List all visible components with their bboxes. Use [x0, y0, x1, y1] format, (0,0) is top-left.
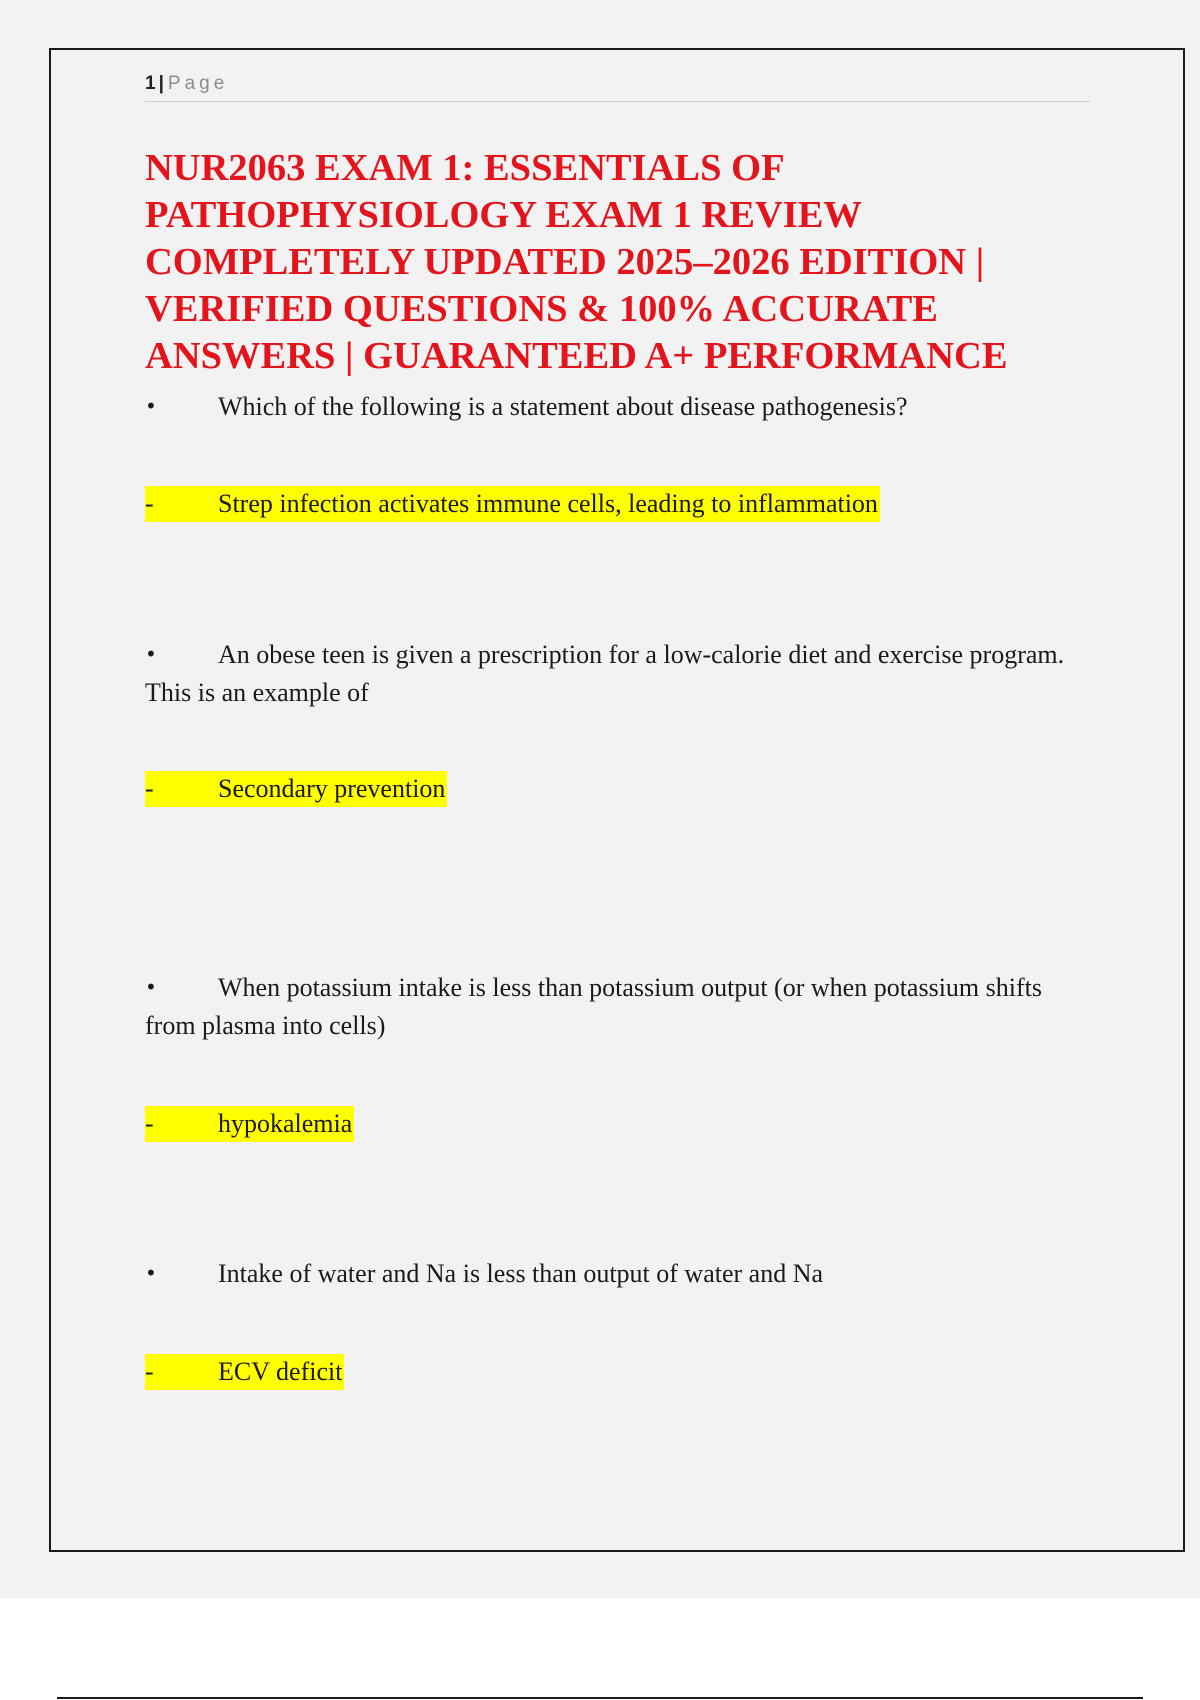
answer-marker: -	[145, 1357, 154, 1386]
question-text: Intake of water and Na is less than output of water and Na	[218, 1259, 824, 1288]
title-line: COMPLETELY UPDATED 2025–2026 EDITION |	[145, 241, 985, 283]
question-text: Which of the following is a statement about disease pathogenesis?	[218, 392, 908, 421]
page-header	[145, 70, 1090, 102]
answer-text: Strep infection activates immune cells, leading to inflammation	[218, 489, 878, 518]
document-title	[145, 145, 1105, 380]
next-page-border	[57, 1697, 1143, 1699]
bullet-icon: •	[145, 975, 157, 999]
answer-text: hypokalemia	[218, 1109, 353, 1138]
title-line: ANSWERS | GUARANTEED A+ PERFORMANCE	[145, 335, 1008, 377]
bullet-icon: •	[145, 1261, 157, 1285]
page-label: Page	[167, 73, 229, 94]
question-item	[145, 387, 1065, 426]
page-number: 1	[145, 73, 156, 94]
header-separator: |	[158, 73, 164, 94]
answer-text: ECV deficit	[218, 1357, 343, 1386]
answer-text: Secondary prevention	[218, 774, 446, 803]
title-line: PATHOPHYSIOLOGY EXAM 1 REVIEW	[145, 194, 862, 236]
question-text: When potassium intake is less than potassium output (or when potassium shifts from plasma into cells)	[145, 973, 1042, 1040]
answer-highlight	[145, 771, 447, 807]
answer-marker: -	[145, 774, 154, 803]
answer-highlight	[145, 1354, 344, 1390]
bullet-icon: •	[145, 642, 157, 666]
title-line: VERIFIED QUESTIONS & 100% ACCURATE	[145, 288, 938, 330]
bullet-icon: •	[145, 394, 157, 418]
question-text: An obese teen is given a prescription for a low-calorie diet and exercise program. This is an example of	[145, 640, 1065, 707]
answer-highlight	[145, 1106, 354, 1142]
question-item	[145, 968, 1065, 1045]
question-item	[145, 1254, 1065, 1293]
answer-highlight	[145, 486, 880, 522]
answer-marker: -	[145, 1109, 154, 1138]
answer-marker: -	[145, 489, 154, 518]
title-line: NUR2063 EXAM 1: ESSENTIALS OF	[145, 147, 785, 189]
question-item	[145, 635, 1065, 712]
